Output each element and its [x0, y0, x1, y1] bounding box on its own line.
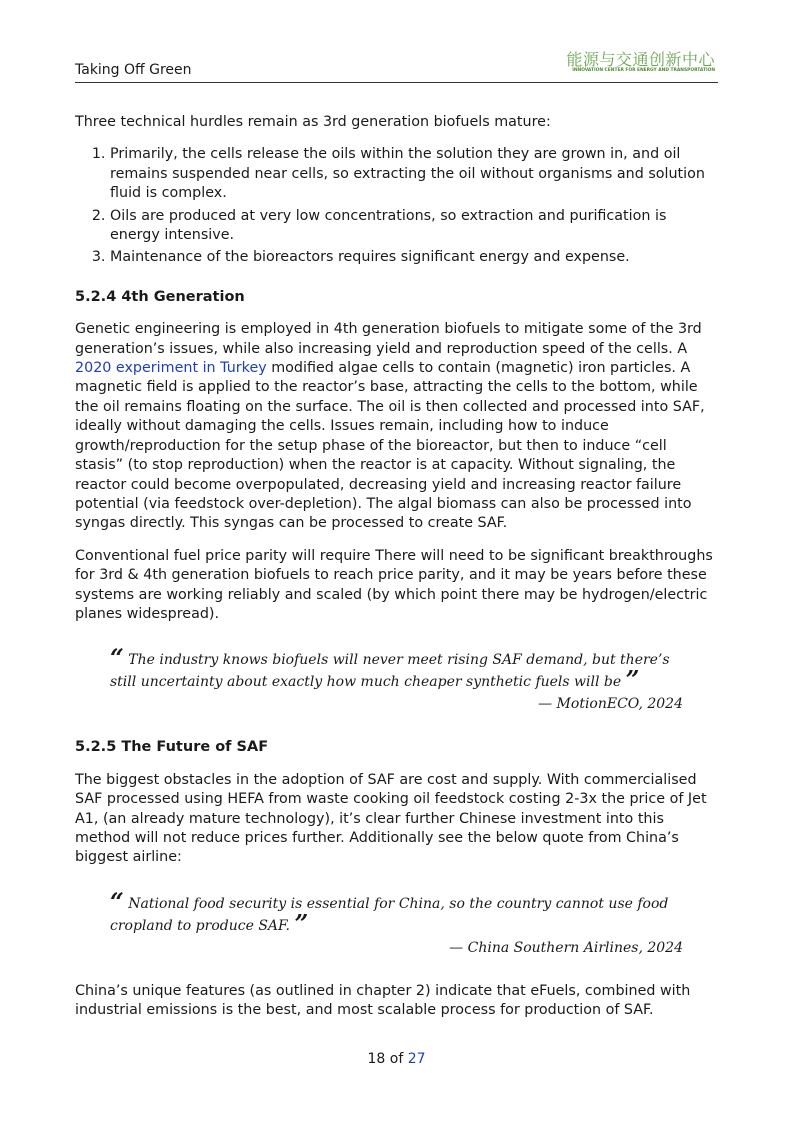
list-item: 1. Primarily, the cells release the oils within the solution they are grown in, and oil remains suspended near cells, so extracting the oil without organisms and solution fluid is complex.: [110, 145, 718, 203]
organization-logo: [566, 51, 715, 74]
header-divider: [75, 82, 718, 83]
section-heading-future-of-saf: 5.2.5 The Future of SAF: [75, 739, 269, 756]
page-number: 18 of 27: [367, 1051, 426, 1067]
logo-chinese-text: 能源与交通创新中心: [566, 50, 715, 69]
list-item: 2. Oils are produced at very low concentrations, so extraction and purification is energy intensive.: [110, 207, 718, 246]
paragraph-efuels-conclusion: China’s unique features (as outlined in chapter 2) indicate that eFuels, combined with industrial emissions is the best, and most scalable process for production of SAF.: [75, 982, 691, 1019]
blockquote-motioneco: [110, 643, 683, 714]
intro-paragraph: Three technical hurdles remain as 3rd generation biofuels mature:: [75, 114, 551, 130]
list-item: 3. Maintenance of the bioreactors requires significant energy and expense.: [110, 248, 718, 267]
paragraph-price-parity: Conventional fuel price parity will require There will need to be significant breakthroughs for 3rd & 4th generation biofuels to reach price parity, and it may be years before these systems are working reliably and scaled (by which point there may be hydrogen/electric planes widespread).: [75, 547, 713, 622]
close-quote-mark: ”: [625, 665, 640, 695]
open-quote-mark: “: [110, 643, 124, 673]
paragraph-4th-generation: Genetic engineering is employed in 4th generation biofuels to mitigate some of the 3rd generation’s issues, while also increasing yield and reproduction speed of the cells. A 2020 experiment in Turkey modified algae cells to contain (magnetic) iron particles. A magnetic field is applied to the reactor’s base, attracting the cells to the bottom, while the oil remains floating on the surface. The oil is then collected and processed into SAF, ideally without damaging the cells. Issues remain, including how to induce growth/reproduction for the setup phase of the bioreactor, but then to induce “cell stasis” (to stop reproduction) when the reactor is at capacity. Without signaling, the reactor could become overpopulated, decreasing yield and increasing reactor failure potential (via feedstock over-depletion). The algal biomass can also be processed into syngas directly. This syngas can be processed to create SAF.: [75, 321, 705, 532]
turkey-experiment-link[interactable]: 2020 experiment in Turkey: [75, 360, 267, 377]
blockquote-china-southern: [110, 886, 683, 958]
quote-attribution: — MotionECO, 2024: [538, 696, 683, 713]
hurdles-list: [75, 145, 718, 267]
section-heading-4th-generation: 5.2.4 4th Generation: [75, 288, 245, 305]
current-page: 18: [367, 1051, 386, 1067]
close-quote-mark: ”: [294, 908, 309, 938]
page-body: [75, 113, 718, 1034]
quote-text: The industry knows biofuels will never meet rising SAF demand, but there’s still uncertainty about exactly how much cheaper synthetic fuels will be: [110, 652, 670, 691]
document-title: Taking Off Green: [75, 62, 192, 78]
open-quote-mark: “: [110, 886, 124, 916]
total-pages-link[interactable]: 27: [407, 1051, 426, 1067]
paragraph-saf-obstacles: The biggest obstacles in the adoption of SAF are cost and supply. With commercialised SAF processed using HEFA from waste cooking oil feedstock costing 2-3x the price of Jet A1, (an already mature technology), it’s clear further Chinese investment into this method will not reduce prices further. Additionally see the below quote from China’s biggest airline:: [75, 771, 707, 866]
quote-text: National food security is essential for China, so the country cannot use food cropland to produce SAF.: [110, 895, 669, 934]
logo-english-text: INNOVATION CENTER FOR ENERGY AND TRANSPORTATION: [572, 68, 715, 73]
quote-attribution: — China Southern Airlines, 2024: [449, 939, 683, 956]
